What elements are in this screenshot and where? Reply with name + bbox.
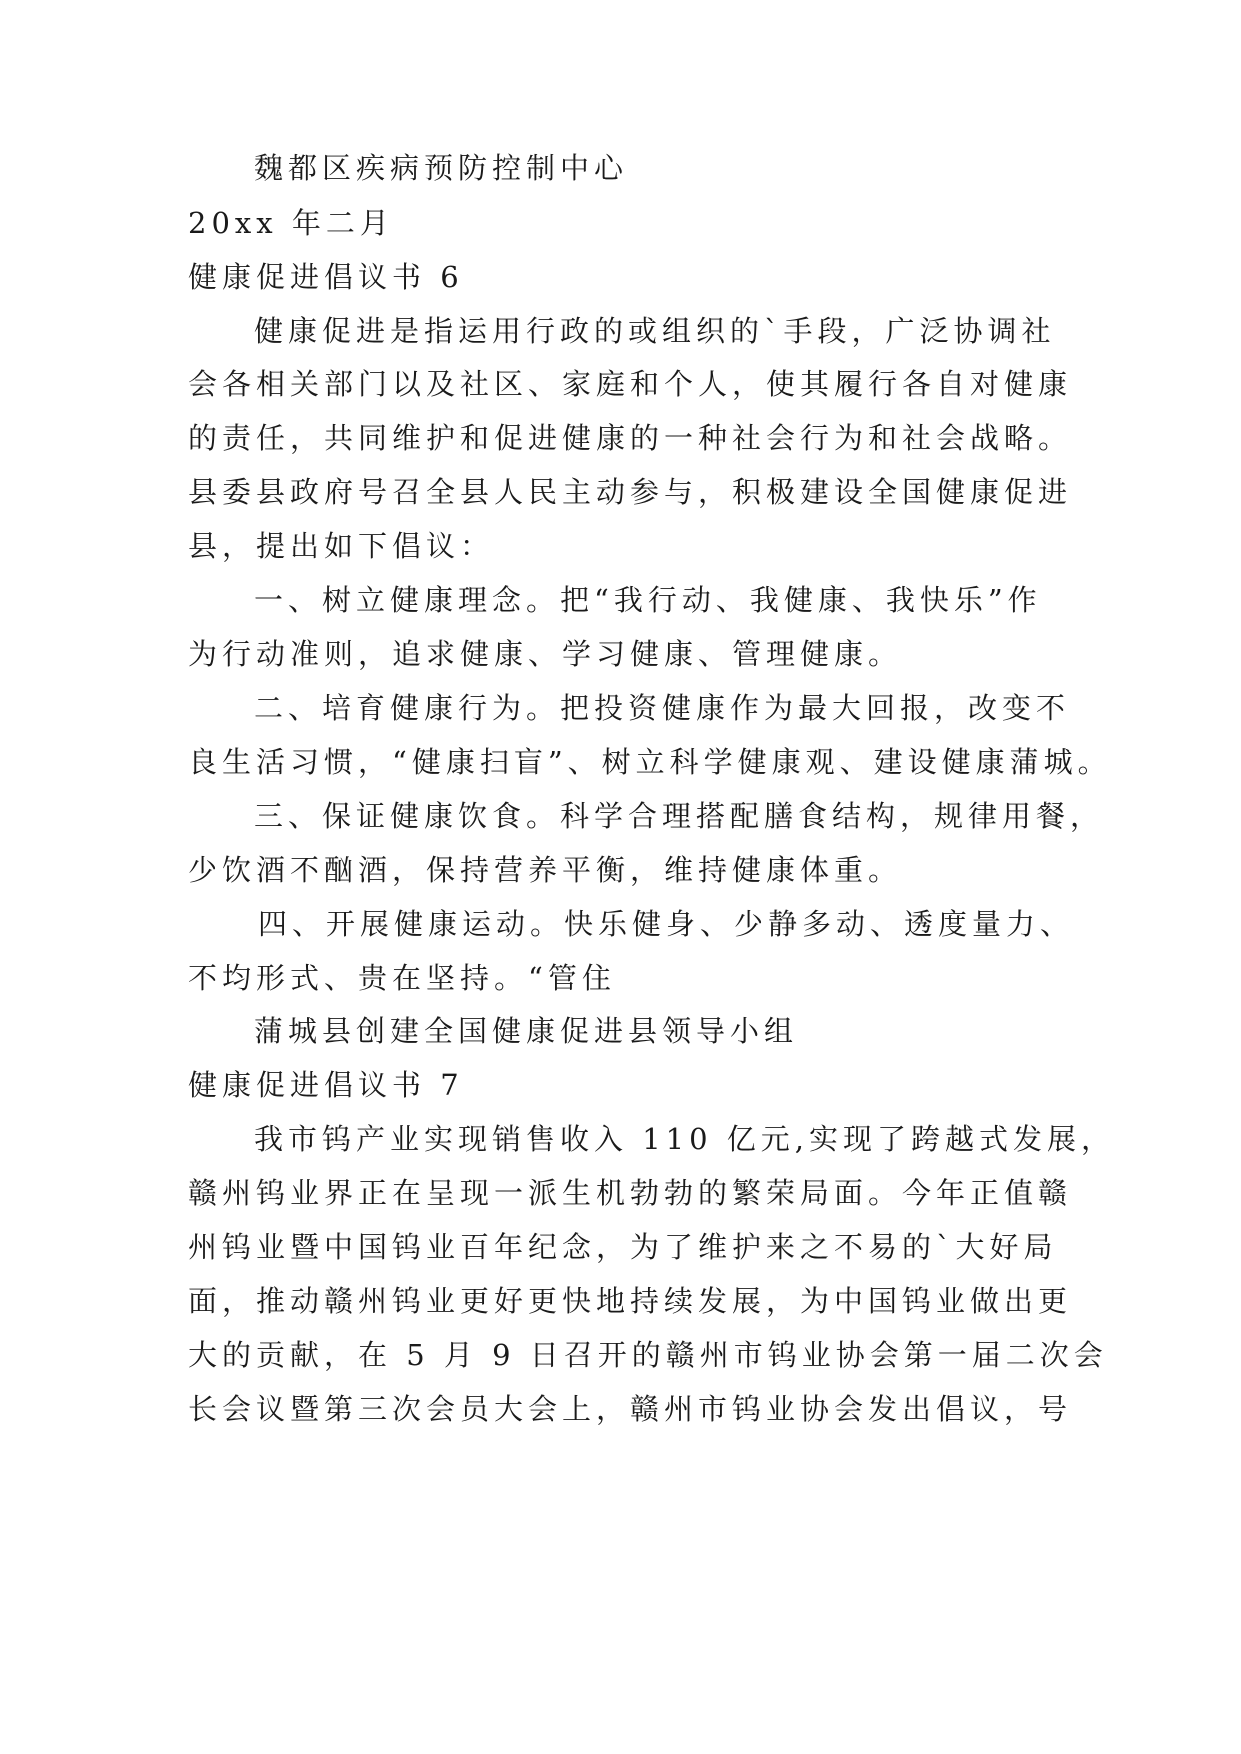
paragraph-line: 大的贡献，在 5 月 9 日召开的赣州市钨业协会第一届二次会 <box>188 1338 1108 1372</box>
date-line: 20xx 年二月 <box>188 206 394 240</box>
paragraph-line: 长会议暨第三次会员大会上，赣州市钨业协会发出倡议，号 <box>188 1392 1073 1426</box>
paragraph-line: 县委县政府号召全县人民主动参与，积极建设全国健康促进 <box>188 475 1073 509</box>
proposal-item: 三、保证健康饮食。科学合理搭配膳食结构，规律用餐， <box>254 799 1105 833</box>
paragraph-line: 的责任，共同维护和促进健康的一种社会行为和社会战略。 <box>188 421 1073 455</box>
paragraph-line: 健康促进是指运用行政的或组织的`手段，广泛协调社 <box>254 314 1056 348</box>
paragraph-line: 州钨业暨中国钨业百年纪念，为了维护来之不易的`大好局 <box>188 1230 1058 1264</box>
paragraph-line: 赣州钨业界正在呈现一派生机勃勃的繁荣局面。今年正值赣 <box>188 1176 1073 1210</box>
section-heading: 健康促进倡议书 6 <box>188 260 464 294</box>
paragraph-line: 我市钨产业实现销售收入 110 亿元,实现了跨越式发展， <box>254 1122 1116 1156</box>
proposal-item: 不均形式、贵在坚持。“管住 <box>188 961 616 995</box>
proposal-item: 少饮酒不酗酒，保持营养平衡，维持健康体重。 <box>188 853 903 887</box>
paragraph-line: 县，提出如下倡议： <box>188 529 495 563</box>
proposal-item: 为行动准则，追求健康、学习健康、管理健康。 <box>188 637 903 671</box>
section-heading: 健康促进倡议书 7 <box>188 1068 464 1102</box>
paragraph-line: 会各相关部门以及社区、家庭和个人，使其履行各自对健康 <box>188 367 1073 401</box>
proposal-item: 四、开展健康运动。快乐健身、少静多动、透度量力、 <box>258 907 1075 941</box>
proposal-item: 一、树立健康理念。把“我行动、我健康、我快乐”作 <box>254 583 1042 617</box>
paragraph-line: 面，推动赣州钨业更好更快地持续发展，为中国钨业做出更 <box>188 1284 1073 1318</box>
signature-organization: 蒲城县创建全国健康促进县领导小组 <box>254 1014 799 1048</box>
signature-organization: 魏都区疾病预防控制中心 <box>254 151 629 185</box>
proposal-item: 二、培育健康行为。把投资健康作为最大回报，改变不 <box>254 691 1071 725</box>
proposal-item: 良生活习惯，“健康扫盲”、树立科学健康观、建设健康蒲城。 <box>188 745 1112 779</box>
